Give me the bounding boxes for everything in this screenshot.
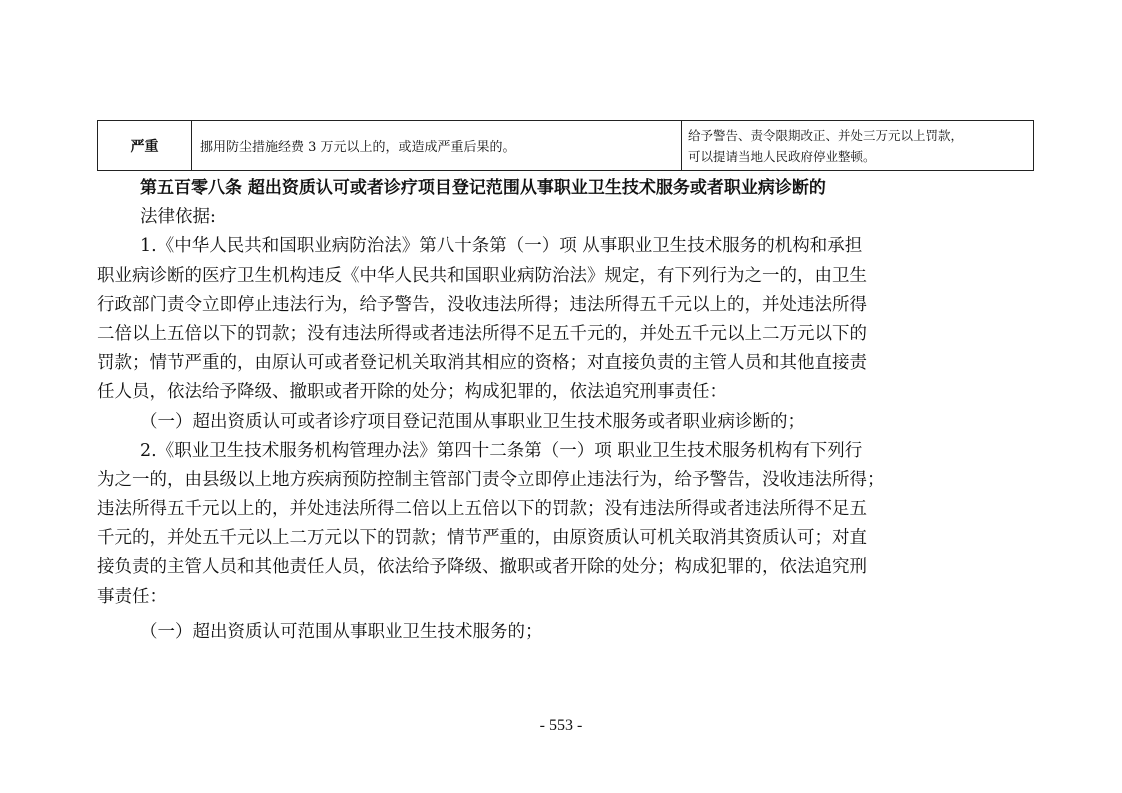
paragraph-line: 职业病诊断的医疗卫生机构违反《中华人民共和国职业病防治法》规定，有下列行为之一的，由卫生 [97,265,867,286]
paragraph-line: 事责任： [97,586,167,607]
paragraph-line: 1.《中华人民共和国职业病防治法》第八十条第（一）项 从事职业卫生技术服务的机构和承担 [140,236,863,257]
penalty-cell [682,121,1034,171]
paragraph-line: 任人员，依法给予降级、撤职或者开除的处分；构成犯罪的，依法追究刑事责任： [97,382,727,403]
severity-level-cell: 严重 [98,121,192,171]
paragraph-line: 违法所得五千元以上的，并处违法所得二倍以上五倍以下的罚款；没有违法所得或者违法所得不足五 [97,499,867,520]
paragraph-line: 二倍以上五倍以下的罚款；没有违法所得或者违法所得不足五千元的，并处五千元以上二万元以下的 [97,323,867,344]
article-body [97,174,1027,647]
paragraph-line: 2.《职业卫生技术服务机构管理办法》第四十二条第（一）项 职业卫生技术服务机构有下列行 [140,440,863,461]
penalty-line: 给予警告、责令限期改正、并处三万元以上罚款， [688,127,964,143]
page-number: - 553 - [539,717,583,734]
paragraph-line: 罚款；情节严重的，由原认可或者登记机关取消其相应的资格；对直接负责的主管人员和其他直接责 [97,353,867,374]
penalty-table [97,120,1034,171]
paragraph-line: 千元的，并处五千元以上二万元以下的罚款；情节严重的，由原资质认可机关取消其资质认可；对直 [97,528,867,549]
paragraph-line: 为之一的，由县级以上地方疾病预防控制主管部门责令立即停止违法行为，给予警告，没收违法所得； [97,469,885,490]
table-row [98,121,1034,171]
list-item: （一）超出资质认可范围从事职业卫生技术服务的； [140,621,543,642]
legal-basis-label: 法律依据: [140,207,216,228]
penalty-line: 可以提请当地人民政府停业整顿。 [688,148,876,164]
violation-condition-cell: 挪用防尘措施经费 3 万元以上的，或造成严重后果的。 [192,121,682,171]
list-item: （一）超出资质认可或者诊疗项目登记范围从事职业卫生技术服务或者职业病诊断的； [140,411,805,432]
paragraph-line: 行政部门责令立即停止违法行为，给予警告，没收违法所得；违法所得五千元以上的，并处违法所得 [97,294,867,315]
paragraph-line: 接负责的主管人员和其他责任人员，依法给予降级、撤职或者开除的处分；构成犯罪的，依法追究刑 [97,557,867,578]
article-title: 第五百零八条 超出资质认可或者诊疗项目登记范围从事职业卫生技术服务或者职业病诊断的 [140,178,826,198]
